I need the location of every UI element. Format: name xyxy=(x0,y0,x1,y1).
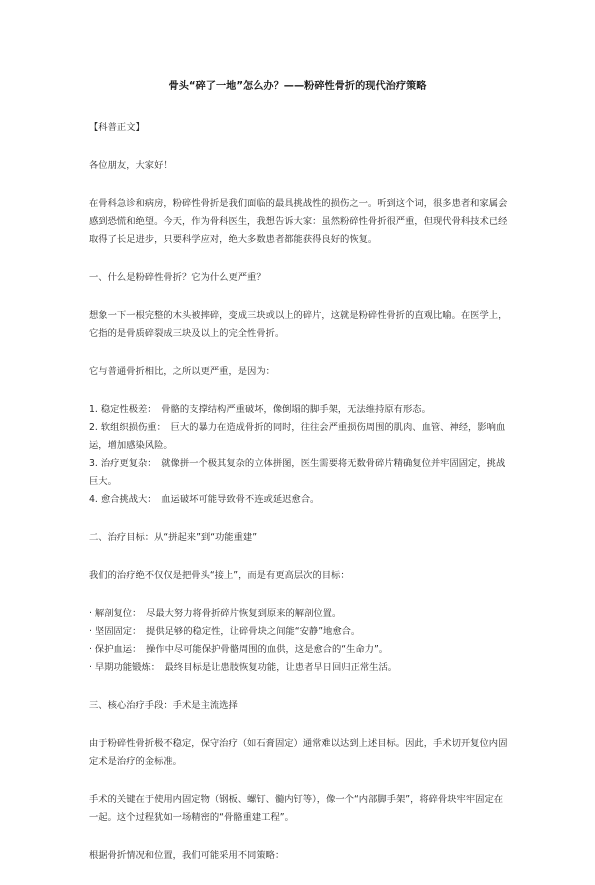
list-item: 2. 软组织损伤重： 巨大的暴力在造成骨折的同时，往往会严重损伤周围的肌肉、血管、神经，影响血运，增加感染风险。 xyxy=(89,422,506,451)
list-item: 1. 稳定性极差： 骨骼的支撑结构严重破坏，像倒塌的脚手架，无法维持原有形态。 xyxy=(89,404,431,415)
reasons-list xyxy=(89,401,509,509)
list-item: · 坚固固定： 提供足够的稳定性，让碎骨块之间能“安静”地愈合。 xyxy=(89,626,361,637)
greeting: 各位朋友，大家好！ xyxy=(89,160,173,171)
section-label: 【科普正文】 xyxy=(89,122,145,133)
goals-intro-paragraph: 我们的治疗绝不仅仅是把骨头“接上”，而是有更高层次的目标： xyxy=(89,570,350,581)
document-body xyxy=(89,119,509,885)
list-item: · 早期功能锻炼： 最终目标是让患肢恢复功能，让患者早日回归正常生活。 xyxy=(89,662,398,673)
intro-paragraph: 在骨科急诊和病房，粉碎性骨折是我们面临的最具挑战性的损伤之一。听到这个词，很多患者和家属会感到恐慌和绝望。今天，作为骨科医生，我想告诉大家：虽然粉碎性骨折很严重，但现代骨科技术已经取得了长足进步，只要科学应对，绝大多数患者都能获得良好的恢复。 xyxy=(89,198,508,245)
document-title: 骨头“碎了一地”怎么办？——粉碎性骨折的现代治疗策略 xyxy=(168,81,427,92)
goals-list xyxy=(89,605,509,677)
list-item: · 解剖复位： 尽最大努力将骨折碎片恢复到原来的解剖位置。 xyxy=(89,608,342,619)
list-item: 3. 治疗更复杂： 就像拼一个极其复杂的立体拼图，医生需要将无数骨碎片精确复位并牢固固定，挑战巨大。 xyxy=(89,458,506,487)
list-item: · 保护血运： 操作中尽可能保护骨骼周围的血供，这是愈合的“生命力”。 xyxy=(89,644,389,655)
strategy-paragraph: 根据骨折情况和位置，我们可能采用不同策略： xyxy=(89,850,285,861)
section-heading-1: 一、什么是粉碎性骨折？它为什么更严重？ xyxy=(89,272,266,283)
list-item: 4. 愈合挑战大： 血运破坏可能导致骨不连或延迟愈合。 xyxy=(89,494,320,505)
surgery-paragraph: 由于粉碎性骨折极不稳定，保守治疗（如石膏固定）通常难以达到上述目标。因此，手术切开复位内固定术是治疗的金标准。 xyxy=(89,738,508,767)
section-heading-2: 二、治疗目标：从“拼起来”到“功能重建” xyxy=(89,532,258,543)
comparison-paragraph: 它与普通骨折相比，之所以更严重，是因为： xyxy=(89,366,275,377)
definition-paragraph: 想象一下一根完整的木头被摔碎，变成三块或以上的碎片，这就是粉碎性骨折的直观比喻。在医学上，它指的是骨质碎裂成三块及以上的完全性骨折。 xyxy=(89,310,508,339)
fixation-paragraph: 手术的关键在于使用内固定物（钢板、螺钉、髓内钉等），像一个“内部脚手架”，将碎骨块牢牢固定在一起。这个过程犹如一场精密的“骨骼重建工程”。 xyxy=(89,794,504,823)
section-heading-3: 三、核心治疗手段：手术是主流选择 xyxy=(89,700,238,711)
